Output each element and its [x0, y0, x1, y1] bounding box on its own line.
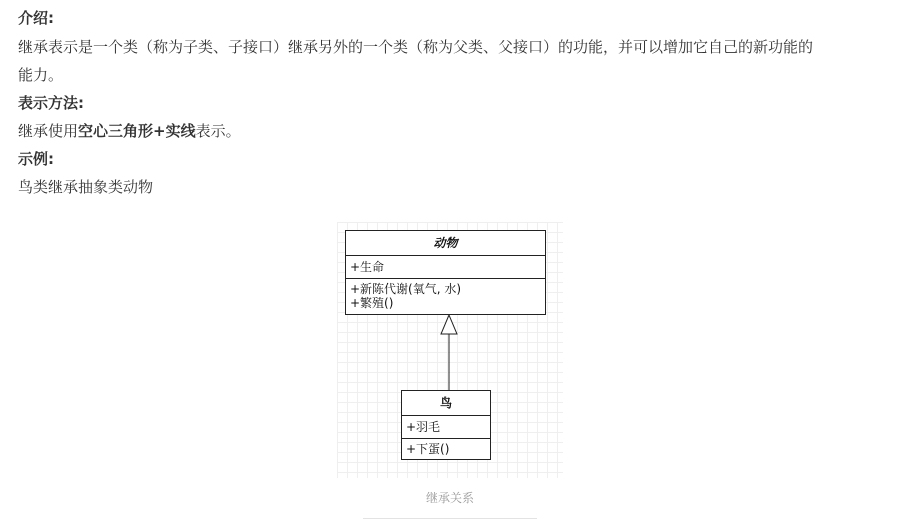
child-class-name: 鸟 — [402, 391, 490, 416]
parent-class-box — [345, 230, 546, 315]
example-heading: 示例: — [18, 150, 54, 168]
child-attribute: +羽毛 — [406, 420, 441, 434]
parent-class-methods — [346, 279, 545, 310]
child-class-attributes — [402, 416, 490, 439]
diagram-caption: 继承关系 — [425, 491, 474, 505]
uml-diagram — [337, 222, 563, 478]
child-method: +下蛋() — [406, 442, 450, 456]
intro-text-line-1: 继承表示是一个类（称为子类、子接口）继承另外的一个类（称为父类、父接口）的功能，并可以增加它自己的新功能的 — [18, 38, 814, 56]
parent-class-attributes — [346, 256, 545, 279]
parent-attribute: +生命 — [350, 260, 385, 274]
notation-text — [18, 117, 241, 145]
parent-class-name: 动物 — [346, 231, 545, 256]
hollow-triangle-icon — [441, 315, 457, 334]
notation-emphasis: 空心三角形+实线 — [78, 122, 196, 140]
notation-suffix: 表示。 — [195, 122, 241, 140]
parent-method: +新陈代谢(氧气, 水) — [350, 282, 462, 296]
example-text: 鸟类继承抽象类动物 — [18, 178, 154, 196]
intro-heading: 介绍: — [18, 9, 54, 27]
child-class-box — [401, 390, 491, 460]
child-class-methods — [402, 439, 490, 456]
intro-text-line-2: 能力。 — [18, 66, 64, 84]
caption-divider — [363, 518, 537, 519]
notation-heading: 表示方法: — [18, 94, 84, 112]
parent-method: +繁殖() — [350, 296, 394, 310]
notation-prefix: 继承使用 — [18, 122, 79, 140]
